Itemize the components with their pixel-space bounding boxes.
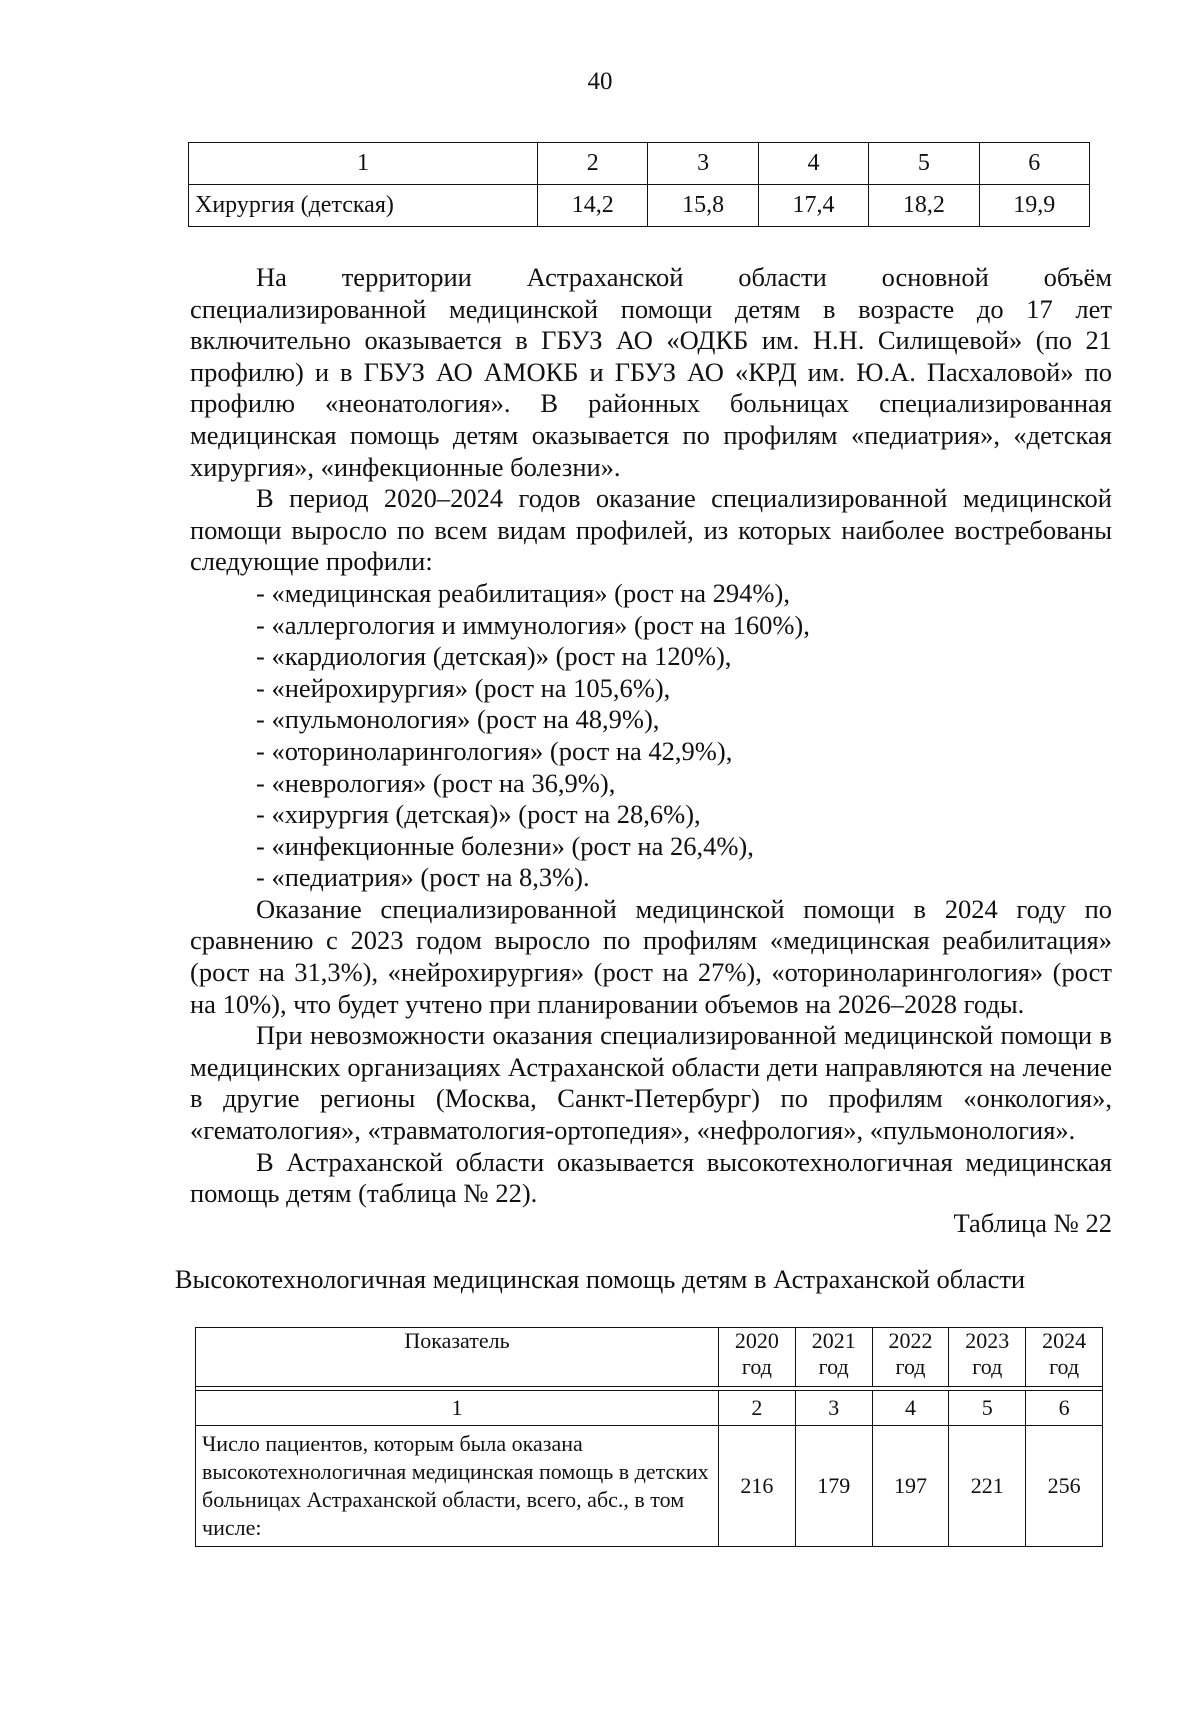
- continued-table: [188, 142, 1090, 227]
- table-cell: 17,4: [758, 185, 868, 227]
- table-header-cell: [719, 1328, 796, 1387]
- paragraph: В период 2020–2024 годов оказание специализированной медицинской помощи выросло по всем видам профилей, из которых наиболее востребованы следующие профили:: [190, 483, 1112, 577]
- list-item: - «пульмонология» (рост на 48,9%),: [256, 704, 660, 735]
- row-label: Хирургия (детская): [189, 185, 538, 227]
- table-label: Таблица № 22: [953, 1208, 1112, 1238]
- table-header-cell: [872, 1328, 949, 1387]
- table-cell: 14,2: [538, 185, 648, 227]
- row-label: Число пациентов, которым была оказана высокотехнологичная медицинская помощь в детских больницах Астраханской области, всего, абс., в том числе:: [196, 1426, 719, 1547]
- table-cell: 1: [196, 1391, 719, 1426]
- list-item: - «инфекционные болезни» (рост на 26,4%),: [256, 830, 754, 861]
- table-header-cell: 5: [869, 143, 979, 185]
- list-item: - «нейрохирургия» (рост на 105,6%),: [256, 672, 671, 703]
- year: 2022: [888, 1328, 933, 1353]
- page-number: 40: [587, 68, 613, 95]
- year-unit: год: [972, 1354, 1003, 1379]
- list-item: - «кардиология (детская)» (рост на 120%),: [256, 641, 732, 672]
- list-item: - «неврология» (рост на 36,9%),: [256, 767, 616, 798]
- year: 2021: [811, 1328, 856, 1353]
- year: 2023: [965, 1328, 1010, 1353]
- table-header-cell: 4: [758, 143, 868, 185]
- table-cell: 179: [795, 1426, 872, 1547]
- table-cell: 3: [795, 1391, 872, 1426]
- table-cell: 221: [949, 1426, 1026, 1547]
- list-item: - «оториноларингология» (рост на 42,9%),: [256, 735, 733, 766]
- year-unit: год: [895, 1354, 926, 1379]
- table-cell: 256: [1026, 1426, 1103, 1547]
- paragraph: На территории Астраханской области основной объём специализированной медицинской помощи детям в возрасте до 17 лет включительно оказывается в ГБУЗ АО «ОДКБ им. Н.Н. Силищевой» (по 21 профилю) и в ГБУЗ АО АМОКБ и ГБУЗ АО «КРД им. Ю.А. Пасхаловой» по профилю «неонатология». В районных больницах специализированная медицинская помощь детям оказывается по профилям «педиатрия», «детская хирургия», «инфекционные болезни».: [190, 262, 1112, 482]
- table-row: [196, 1426, 1103, 1547]
- year-unit: год: [818, 1354, 849, 1379]
- table-number-row: [196, 1391, 1103, 1426]
- year-unit: год: [1049, 1354, 1080, 1379]
- table-title: Высокотехнологичная медицинская помощь детям в Астраханской области: [174, 1264, 1026, 1294]
- table-cell: 15,8: [648, 185, 758, 227]
- list-item: - «хирургия (детская)» (рост на 28,6%),: [256, 799, 701, 830]
- body-text: [190, 262, 1112, 1210]
- year: 2024: [1042, 1328, 1087, 1353]
- table-cell: 216: [719, 1426, 796, 1547]
- list-item: - «аллергология и иммунология» (рост на 160%),: [256, 609, 810, 640]
- list-item: - «медицинская реабилитация» (рост на 294%),: [256, 577, 790, 608]
- table-22: [195, 1327, 1103, 1547]
- table-cell: 4: [872, 1391, 949, 1426]
- table-header-cell: [795, 1328, 872, 1387]
- table-cell: 5: [949, 1391, 1026, 1426]
- table-row: [189, 185, 1090, 227]
- table-cell: 18,2: [869, 185, 979, 227]
- table-header-cell: 2: [538, 143, 648, 185]
- year: 2020: [734, 1328, 779, 1353]
- table-header-row: [189, 143, 1090, 185]
- paragraph: Оказание специализированной медицинской помощи в 2024 году по сравнению с 2023 годом выросло по профилям «медицинская реабилитация» (рост на 31,3%), «нейрохирургия» (рост на 27%), «оториноларингология» (рост на 10%), что будет учтено при планировании объемов на 2026–2028 годы.: [190, 893, 1112, 1019]
- table-header-cell: Показатель: [196, 1328, 719, 1387]
- paragraph: В Астраханской области оказывается высокотехнологичная медицинская помощь детям (таблица № 22).: [190, 1146, 1112, 1209]
- table-header-row: [196, 1328, 1103, 1387]
- list-item: - «педиатрия» (рост на 8,3%).: [256, 862, 590, 893]
- table-header-cell: [949, 1328, 1026, 1387]
- table-cell: 6: [1026, 1391, 1103, 1426]
- table-header-cell: 1: [189, 143, 538, 185]
- year-unit: год: [741, 1354, 772, 1379]
- table-header-cell: [1026, 1328, 1103, 1387]
- paragraph: При невозможности оказания специализированной медицинской помощи в медицинских организациях Астраханской области дети направляются на лечение в другие регионы (Москва, Санкт-Петербург) по профилям «онкология», «гематология», «травматология-ортопедия», «нефрология», «пульмонология».: [190, 1020, 1112, 1146]
- table-cell: 19,9: [979, 185, 1089, 227]
- table-header-cell: 3: [648, 143, 758, 185]
- table-cell: 2: [719, 1391, 796, 1426]
- table-header-cell: 6: [979, 143, 1089, 185]
- table-cell: 197: [872, 1426, 949, 1547]
- profile-list: [190, 578, 1112, 894]
